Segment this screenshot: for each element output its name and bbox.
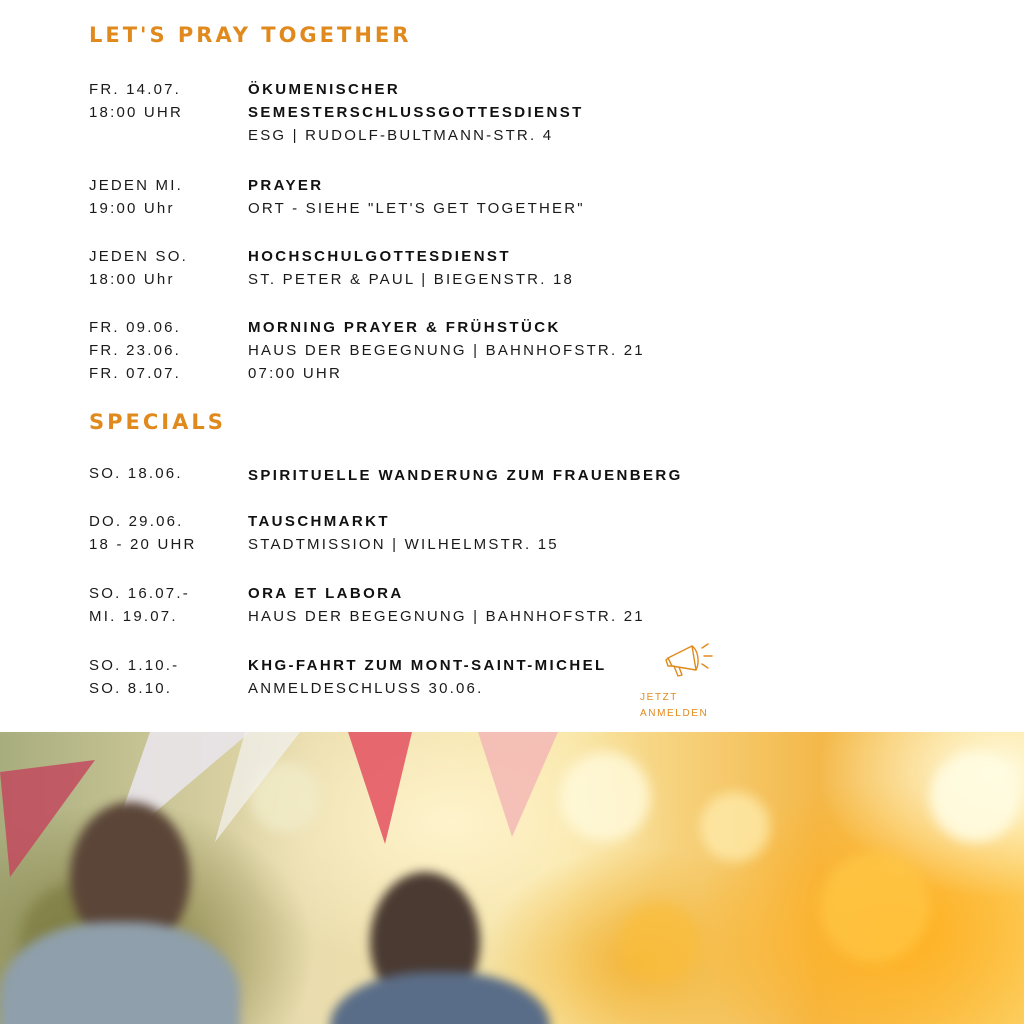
- event-title: ORA ET LABORA: [248, 585, 404, 602]
- register-now-link[interactable]: [640, 638, 720, 722]
- event-date: JEDEN MI. 19:00 Uhr: [89, 177, 183, 217]
- event-date: DO. 29.06. 18 - 20 UHR: [89, 513, 197, 553]
- section-title-pray: LET'S PRAY TOGETHER: [89, 23, 412, 47]
- event-date: JEDEN SO. 18:00 Uhr: [89, 248, 188, 288]
- event-title: SEMESTERSCHLUSSGOTTESDIENST: [248, 104, 584, 121]
- megaphone-icon: [662, 638, 718, 680]
- event-info: [248, 245, 574, 291]
- event-location: HAUS DER BEGEGNUNG | BAHNHOFSTR. 21: [248, 608, 645, 625]
- event-title: PRAYER: [248, 177, 324, 194]
- event-date: FR. 09.06. FR. 23.06. FR. 07.07.: [89, 319, 182, 382]
- person-silhouette: [330, 972, 550, 1024]
- section-title-specials: SPECIALS: [89, 410, 226, 434]
- event-info: [248, 582, 645, 628]
- event-deadline: ANMELDESCHLUSS 30.06.: [248, 680, 484, 697]
- event-location: STADTMISSION | WILHELMSTR. 15: [248, 536, 559, 553]
- event-location: HAUS DER BEGEGNUNG | BAHNHOFSTR. 21: [248, 342, 645, 359]
- event-title: TAUSCHMARKT: [248, 513, 390, 530]
- event-title: SPIRITUELLE WANDERUNG ZUM FRAUENBERG: [248, 467, 683, 484]
- event-time: 07:00 UHR: [248, 365, 343, 382]
- event-info: [248, 462, 683, 485]
- event-title: ÖKUMENISCHER: [248, 81, 401, 98]
- event-info: [248, 654, 607, 700]
- event-info: [248, 316, 645, 385]
- event-title: KHG-FAHRT ZUM MONT-SAINT-MICHEL: [248, 657, 607, 674]
- event-info: [248, 174, 585, 220]
- register-now-text: JETZT ANMELDEN: [640, 692, 709, 719]
- event-location: ESG | RUDOLF-BULTMANN-STR. 4: [248, 127, 554, 144]
- festival-photo: [0, 732, 1024, 1024]
- event-date: SO. 18.06.: [89, 465, 183, 482]
- event-info: [248, 510, 559, 556]
- event-date: SO. 16.07.- MI. 19.07.: [89, 585, 190, 625]
- event-location: ORT - SIEHE "LET'S GET TOGETHER": [248, 200, 585, 217]
- event-title: MORNING PRAYER & FRÜHSTÜCK: [248, 319, 561, 336]
- event-title: HOCHSCHULGOTTESDIENST: [248, 248, 511, 265]
- event-date: FR. 14.07. 18:00 UHR: [89, 81, 184, 121]
- event-date: SO. 1.10.- SO. 8.10.: [89, 657, 180, 697]
- event-location: ST. PETER & PAUL | BIEGENSTR. 18: [248, 271, 575, 288]
- event-info: [248, 78, 584, 147]
